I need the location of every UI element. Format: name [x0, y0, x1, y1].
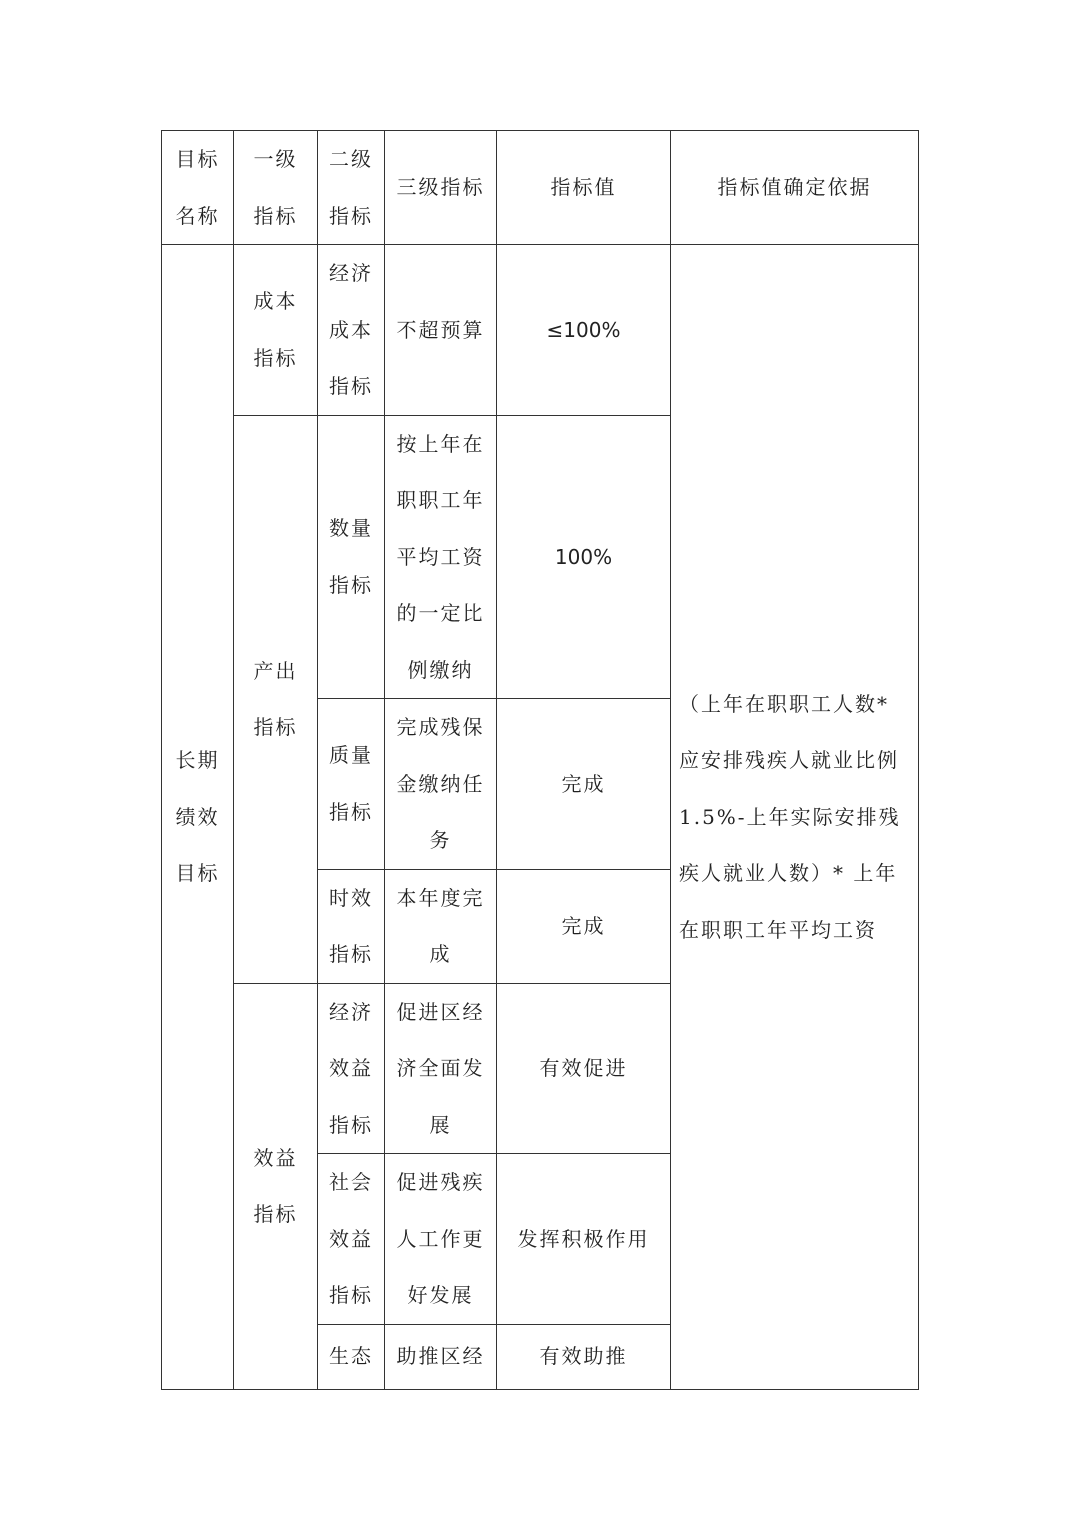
- goal-name-cell: 长期 绩效 目标: [162, 245, 234, 1390]
- header-goal-name: 目标 名称: [162, 131, 234, 245]
- header-value: 指标值: [497, 131, 671, 245]
- value-cell: ≤100%: [497, 245, 671, 416]
- level3-cell: 本年度完 成: [385, 869, 497, 983]
- value-cell: 有效助推: [497, 1324, 671, 1389]
- basis-cell: （上年在职职工人数*应安排残疾人就业比例1.5%-上年实际安排残疾人就业人数）* 上年在职职工年平均工资: [671, 245, 919, 1390]
- level3-cell: 不超预算: [385, 245, 497, 416]
- header-basis: 指标值确定依据: [671, 131, 919, 245]
- level2-cell: 质量 指标: [318, 699, 385, 870]
- header-level1: 一级 指标: [234, 131, 318, 245]
- level1-cell: 成本 指标: [234, 245, 318, 416]
- header-level2: 二级 指标: [318, 131, 385, 245]
- value-cell: 完成: [497, 699, 671, 870]
- level2-cell: 时效 指标: [318, 869, 385, 983]
- level3-cell: 促进残疾 人工作更 好发展: [385, 1154, 497, 1325]
- table-row: [162, 245, 919, 416]
- level3-cell: 助推区经: [385, 1324, 497, 1389]
- value-cell: 发挥积极作用: [497, 1154, 671, 1325]
- level3-cell: 促进区经 济全面发 展: [385, 983, 497, 1154]
- level2-cell: 经济 效益 指标: [318, 983, 385, 1154]
- level2-cell: 数量 指标: [318, 415, 385, 699]
- value-cell: 100%: [497, 415, 671, 699]
- level1-cell: 产出 指标: [234, 415, 318, 983]
- level2-cell: 生态: [318, 1324, 385, 1389]
- header-row: [162, 131, 919, 245]
- level1-cell: 效益 指标: [234, 983, 318, 1389]
- level3-cell: 完成残保 金缴纳任 务: [385, 699, 497, 870]
- performance-indicator-table: [161, 130, 919, 1390]
- level2-cell: 社会 效益 指标: [318, 1154, 385, 1325]
- value-cell: 有效促进: [497, 983, 671, 1154]
- value-cell: 完成: [497, 869, 671, 983]
- header-level3: 三级指标: [385, 131, 497, 245]
- level3-cell: 按上年在 职职工年 平均工资 的一定比 例缴纳: [385, 415, 497, 699]
- level2-cell: 经济 成本 指标: [318, 245, 385, 416]
